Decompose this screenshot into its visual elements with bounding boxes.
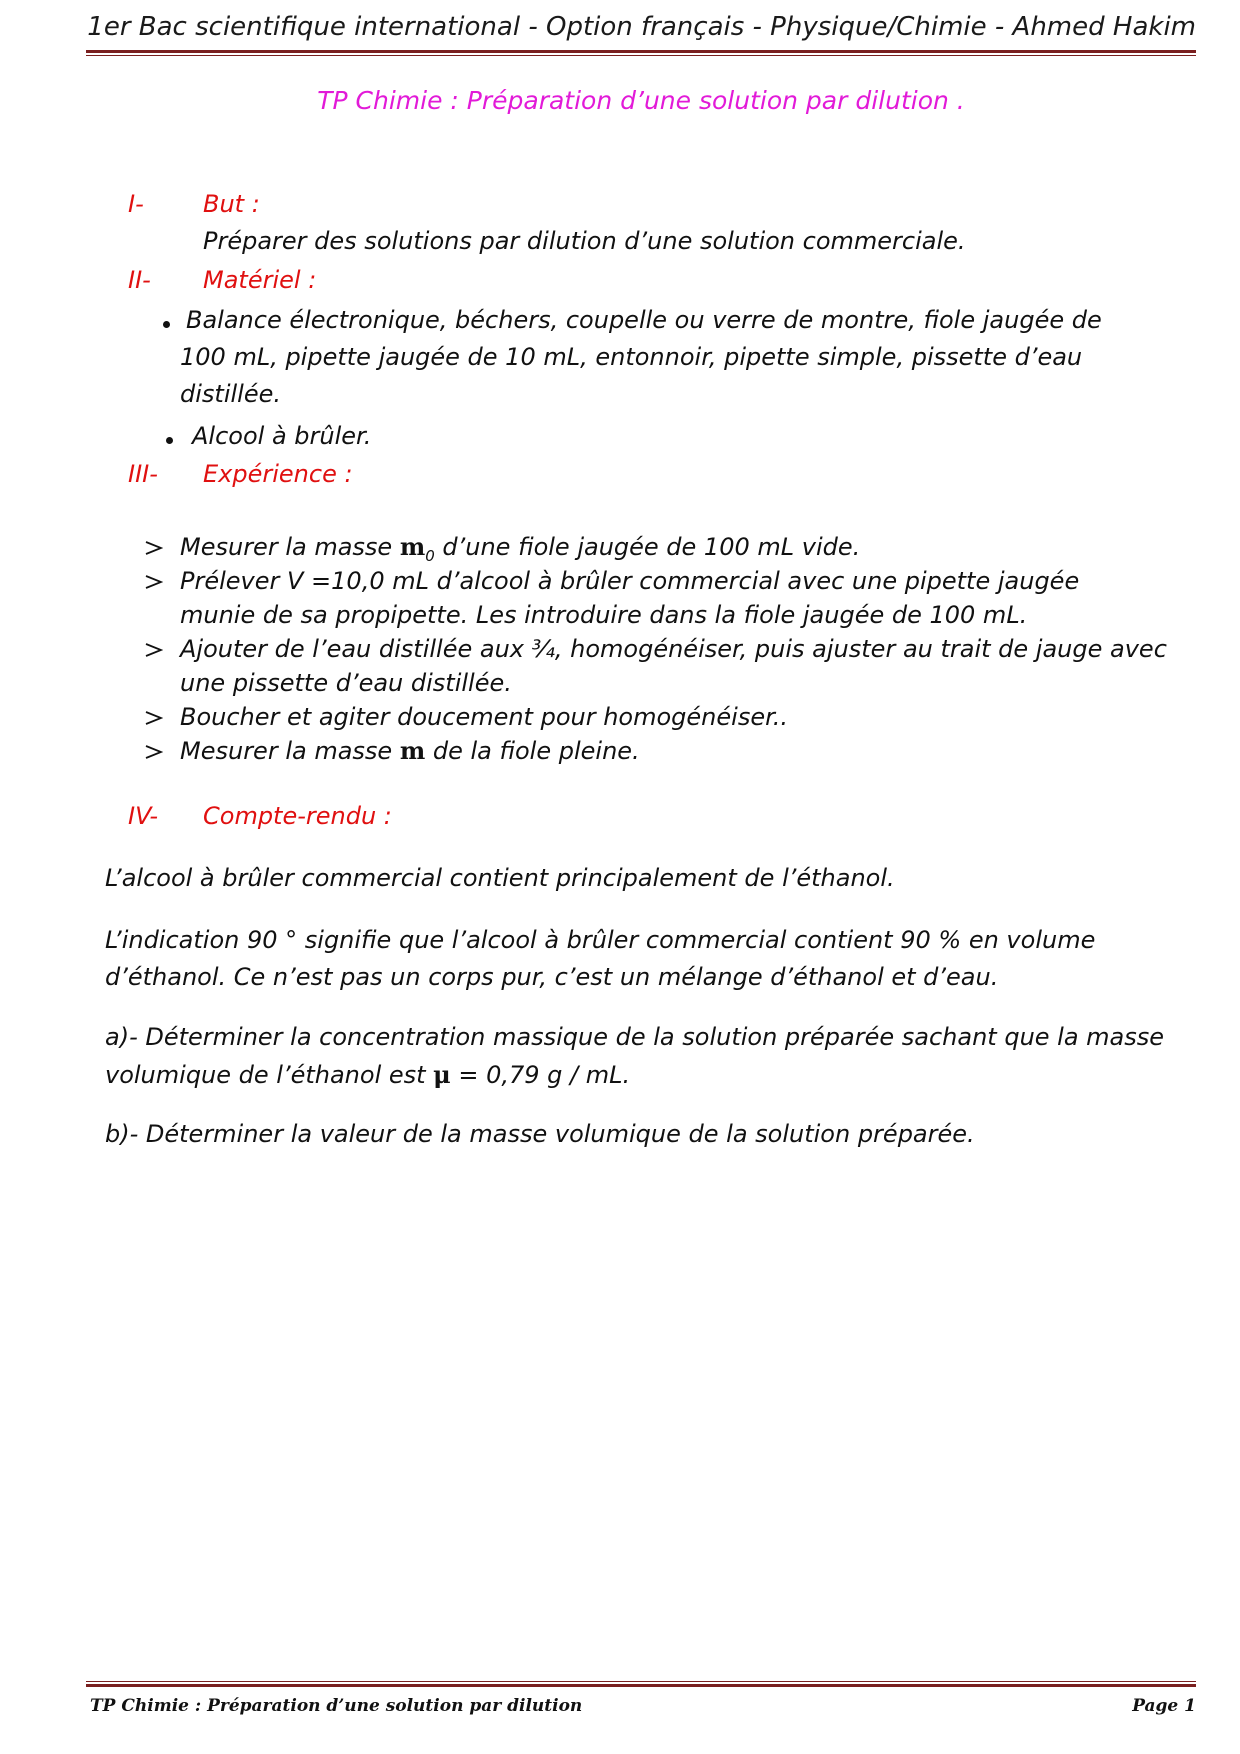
compte-rendu-p1: L’alcool à brûler commercial contient principalement de l’éthanol. <box>105 864 895 892</box>
page-header: 1er Bac scientifique international - Option français - Physique/Chimie - Ahmed Hakim <box>87 12 1196 42</box>
section-title-materiel: Matériel : <box>203 266 317 294</box>
arrow-bullet-icon <box>145 643 163 657</box>
but-text: Préparer des solutions par dilution d’une solution commerciale. <box>203 227 966 255</box>
step1-after: d’une fiole jaugée de 100 mL vide. <box>434 533 861 561</box>
footer-left: TP Chimie : Préparation d’une solution par dilution <box>90 1696 583 1716</box>
footer-rule-top <box>86 1681 1196 1682</box>
section-num-compte-rendu: IV- <box>128 802 159 830</box>
experience-step-2: Prélever V =10,0 mL d’alcool à brûler commercial avec une pipette jaugée munie de sa propipette. Les introduire dans la fiole jaugée de 100 mL. <box>180 567 1080 629</box>
step1-before: Mesurer la masse <box>180 533 400 561</box>
footer-rule-bottom <box>86 1684 1196 1687</box>
question-a <box>105 1019 1175 1094</box>
experience-step-5 <box>180 734 640 768</box>
footer-page-number: Page 1 <box>1132 1696 1196 1716</box>
step1-var: m <box>399 532 426 561</box>
arrow-bullet-icon <box>145 575 163 589</box>
qa-before: a)- Déterminer la concentration massique de la solution préparée sachant que la masse volumique de l’éthanol est <box>105 1023 1165 1089</box>
section-title-experience: Expérience : <box>203 460 353 488</box>
header-rule-top <box>86 50 1196 53</box>
bullet-icon <box>166 437 173 444</box>
bullet-icon <box>163 321 170 328</box>
arrow-bullet-icon <box>145 541 163 555</box>
section-title-but: But : <box>203 190 260 218</box>
compte-rendu-p2: L’indication 90 ° signifie que l’alcool à brûler commercial contient 90 % en volume d’éthanol. Ce n’est pas un corps pur, c’est un mélange d’éthanol et d’eau. <box>105 926 1096 991</box>
step5-before: Mesurer la masse <box>180 737 400 765</box>
arrow-bullet-icon <box>145 745 163 759</box>
page-title: TP Chimie : Préparation d’une solution par dilution . <box>317 86 965 115</box>
qa-after: = 0,79 g / mL. <box>450 1061 631 1089</box>
section-num-experience: III- <box>128 460 158 488</box>
qa-mu: μ <box>433 1060 451 1089</box>
materiel-item-1: Balance électronique, béchers, coupelle ou verre de montre, fiole jaugée de 100 mL, pipette jaugée de 10 mL, entonnoir, pipette simple, pissette d’eau distillée. <box>180 306 1102 408</box>
step1-sub: 0 <box>425 546 435 565</box>
question-b: b)- Déterminer la valeur de la masse volumique de la solution préparée. <box>105 1120 975 1148</box>
step5-after: de la fiole pleine. <box>425 737 640 765</box>
section-num-but: I- <box>128 190 144 218</box>
arrow-bullet-icon <box>145 711 163 725</box>
materiel-item-2: Alcool à brûler. <box>192 422 372 450</box>
header-rule-bottom <box>86 55 1196 56</box>
experience-step-4: Boucher et agiter doucement pour homogénéiser.. <box>180 703 789 731</box>
step5-var: m <box>399 736 426 765</box>
experience-step-3: Ajouter de l’eau distillée aux ¾, homogénéiser, puis ajuster au trait de jauge avec une pissette d’eau distillée. <box>180 635 1167 697</box>
section-title-compte-rendu: Compte-rendu : <box>203 802 392 830</box>
section-num-materiel: II- <box>128 266 151 294</box>
